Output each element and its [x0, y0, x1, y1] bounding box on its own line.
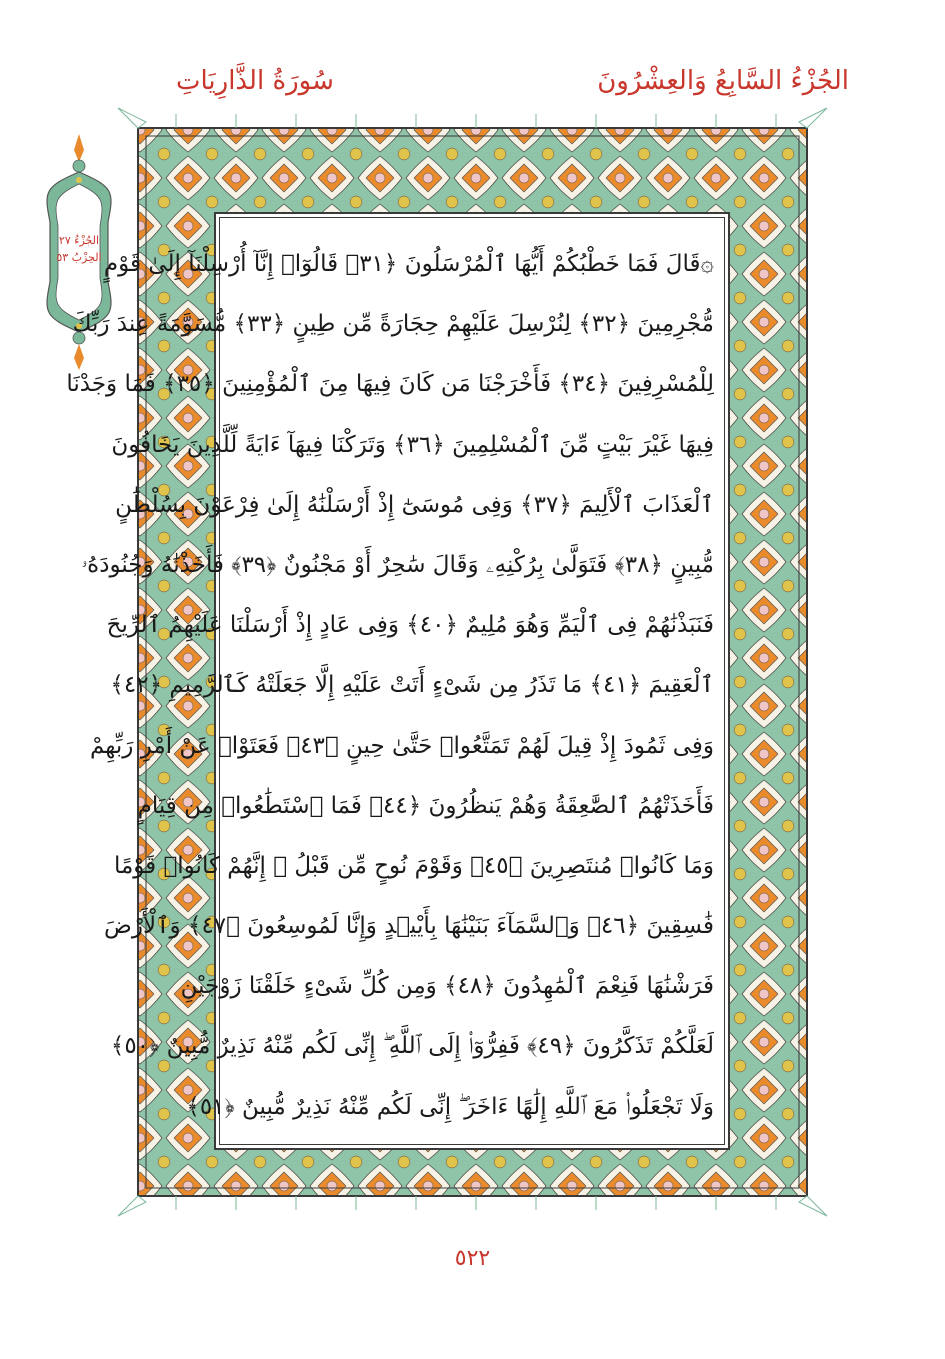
verse-line: وَلَا تَجْعَلُوا۟ مَعَ ٱللَّهِ إِلَٰهًا ءَاخَرَ ۖ إِنِّى لَكُم مِّنْهُ نَذِيرٌ مُّبِينٌ ﴿٥١﴾	[186, 1093, 714, 1120]
verse-line: وَمَا كَانُوا۟ مُنتَصِرِينَ ﴿٤٥﴾ وَقَوْمَ نُوحٍ مِّن قَبْلُ ۖ إِنَّهُمْ كَانُوا۟ قَوْمًا	[113, 852, 714, 879]
verse-line: لَعَلَّكُمْ تَذَكَّرُونَ ﴿٤٩﴾ فَفِرُّوٓا۟ إِلَى ٱللَّهِ ۖ إِنِّى لَكُم مِّنْهُ نَذِيرٌ مُّبِينٌ ﴿٥٠﴾	[110, 1033, 714, 1060]
surah-title: سُورَةُ الذَّارِيَاتِ	[176, 66, 334, 96]
juz-title: الجُزْءُ السَّابِعُ وَالعِشْرُونَ	[597, 66, 849, 96]
juz-number-label: الجُزْءُ ٢٧	[58, 234, 100, 247]
juz-hizb-marker	[52, 232, 106, 266]
hizb-number-label: الحِزْبُ ٥٣	[56, 251, 102, 264]
verse-line: فَٰسِقِينَ ﴿٤٦﴾ وَٱلسَّمَآءَ بَنَيْنَٰهَا بِأَيْي۟دٍ وَإِنَّا لَمُوسِعُونَ ﴿٤٧﴾ وَٱلْأَرْضَ	[104, 913, 714, 940]
verse-line: مُّبِينٍ ﴿٣٨﴾ فَتَوَلَّىٰ بِرُكْنِهِۦ وَقَالَ سَٰحِرٌ أَوْ مَجْنُونٌ ﴿٣٩﴾ فَأَخَذْنَٰهُ وَجُنُودَهُۥ	[81, 551, 714, 578]
verse-line: فِيهَا غَيْرَ بَيْتٍ مِّنَ ٱلْمُسْلِمِينَ ﴿٣٦﴾ وَتَرَكْنَا فِيهَآ ءَايَةً لِّلَّذِينَ يَخَافُونَ	[111, 431, 714, 458]
verse-line: وَفِى ثَمُودَ إِذْ قِيلَ لَهُمْ تَمَتَّعُوا۟ حَتَّىٰ حِينٍ ﴿٤٣﴾ فَعَتَوْا۟ عَنْ أَمْرِ رَبِّهِمْ	[89, 732, 714, 759]
page-number: ٥٢٢	[454, 1246, 491, 1271]
verse-line: لِلْمُسْرِفِينَ ﴿٣٤﴾ فَأَخْرَجْنَا مَن كَانَ فِيهَا مِنَ ٱلْمُؤْمِنِينَ ﴿٣٥﴾ فَمَا وَجَدْنَا	[66, 371, 714, 398]
verse-line: فَرَشْنَٰهَا فَنِعْمَ ٱلْمَٰهِدُونَ ﴿٤٨﴾ وَمِن كُلِّ شَىْءٍ خَلَقْنَا زَوْجَيْنِ	[180, 973, 714, 1000]
verse-line: فَنَبَذْنَٰهُمْ فِى ٱلْيَمِّ وَهُوَ مُلِيمٌ ﴿٤٠﴾ وَفِى عَادٍ إِذْ أَرْسَلْنَا عَلَيْهِمُ ٱلرِّيحَ	[106, 612, 714, 639]
verse-line: ۞قَالَ فَمَا خَطْبُكُمْ أَيُّهَا ٱلْمُرْسَلُونَ ﴿٣١﴾ قَالُوٓا۟ إِنَّآ أُرْسِلْنَآ إِلَىٰ قَوْمٍ	[103, 251, 714, 277]
verse-line: فَأَخَذَتْهُمُ ٱلصَّٰعِقَةُ وَهُمْ يَنظُرُونَ ﴿٤٤﴾ فَمَا ٱسْتَطَٰعُوا۟ مِن قِيَامٍ	[137, 792, 714, 819]
verse-line: ٱلْعَذَابَ ٱلْأَلِيمَ ﴿٣٧﴾ وَفِى مُوسَىٰٓ إِذْ أَرْسَلْنَٰهُ إِلَىٰ فِرْعَوْنَ بِسُلْطَٰنٍ	[115, 491, 714, 518]
verse-line: ٱلْعَقِيمَ ﴿٤١﴾ مَا تَذَرُ مِن شَىْءٍ أَتَتْ عَلَيْهِ إِلَّا جَعَلَتْهُ كَٱلرَّمِيمِ ﴿٤٢﴾	[110, 672, 714, 699]
verse-line: مُّجْرِمِينَ ﴿٣٢﴾ لِنُرْسِلَ عَلَيْهِمْ حِجَارَةً مِّن طِينٍ ﴿٣٣﴾ مُّسَوَّمَةً عِندَ رَبِّكَ	[72, 311, 714, 338]
